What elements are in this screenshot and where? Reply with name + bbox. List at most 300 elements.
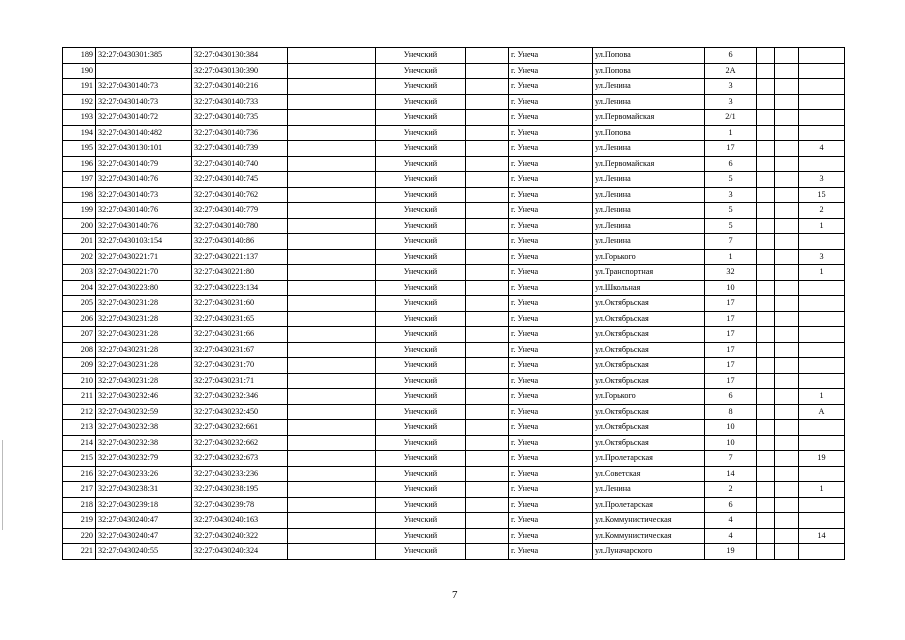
- table-row: [63, 63, 845, 79]
- cell-empty: [466, 327, 509, 343]
- cell-cadastral-land: 32:27:0430231:28: [96, 327, 192, 343]
- cell-empty: [757, 125, 775, 141]
- cell-apartment: [799, 513, 845, 529]
- cell-cadastral-land: 32:27:0430140:76: [96, 203, 192, 219]
- cell-empty: [288, 218, 376, 234]
- table-row: [63, 466, 845, 482]
- cell-apartment: [799, 373, 845, 389]
- cell-district: Унечский: [376, 296, 466, 312]
- cell-empty: [466, 218, 509, 234]
- cell-empty: [775, 125, 799, 141]
- cell-street: ул.Октябрьская: [593, 404, 705, 420]
- cell-district: Унечский: [376, 280, 466, 296]
- cell-empty: [775, 420, 799, 436]
- cell-street: ул.Октябрьская: [593, 342, 705, 358]
- cell-number: 214: [63, 435, 96, 451]
- table-body: [63, 48, 845, 560]
- cell-apartment: [799, 420, 845, 436]
- cell-number: 196: [63, 156, 96, 172]
- cell-town: г. Унеча: [509, 528, 593, 544]
- cell-empty: [775, 156, 799, 172]
- cell-number: 198: [63, 187, 96, 203]
- cell-apartment: [799, 110, 845, 126]
- cell-apartment: [799, 125, 845, 141]
- cell-number: 203: [63, 265, 96, 281]
- cell-empty: [757, 234, 775, 250]
- cell-empty: [775, 482, 799, 498]
- cell-empty: [466, 389, 509, 405]
- cell-cadastral-land: 32:27:0430233:26: [96, 466, 192, 482]
- cell-district: Унечский: [376, 187, 466, 203]
- cell-cadastral-building: 32:27:0430221:137: [192, 249, 288, 265]
- cell-empty: [775, 249, 799, 265]
- cell-apartment: [799, 311, 845, 327]
- cell-street: ул.Первомайская: [593, 110, 705, 126]
- table-row: [63, 544, 845, 560]
- cell-district: Унечский: [376, 451, 466, 467]
- scan-edge-mark: [2, 440, 3, 530]
- cell-empty: [288, 544, 376, 560]
- cell-empty: [466, 280, 509, 296]
- cell-town: г. Унеча: [509, 187, 593, 203]
- cell-town: г. Унеча: [509, 203, 593, 219]
- cell-town: г. Унеча: [509, 296, 593, 312]
- cell-town: г. Унеча: [509, 327, 593, 343]
- cell-street: ул.Ленина: [593, 187, 705, 203]
- cell-cadastral-land: 32:27:0430232:46: [96, 389, 192, 405]
- cell-empty: [466, 451, 509, 467]
- cell-empty: [757, 48, 775, 64]
- cell-number: 210: [63, 373, 96, 389]
- cell-cadastral-land: 32:27:0430232:38: [96, 420, 192, 436]
- cell-street: ул.Октябрьская: [593, 296, 705, 312]
- cell-empty: [757, 203, 775, 219]
- table-row: [63, 435, 845, 451]
- cell-number: 218: [63, 497, 96, 513]
- cell-number: 204: [63, 280, 96, 296]
- cell-town: г. Унеча: [509, 218, 593, 234]
- cell-number: 212: [63, 404, 96, 420]
- cell-house: 32: [705, 265, 757, 281]
- cell-cadastral-land: 32:27:0430140:76: [96, 172, 192, 188]
- cell-house: 2/1: [705, 110, 757, 126]
- cell-empty: [288, 125, 376, 141]
- cell-town: г. Унеча: [509, 482, 593, 498]
- table-row: [63, 203, 845, 219]
- cell-district: Унечский: [376, 48, 466, 64]
- cell-empty: [288, 528, 376, 544]
- cell-empty: [466, 249, 509, 265]
- cell-cadastral-building: 32:27:0430140:780: [192, 218, 288, 234]
- cell-town: г. Унеча: [509, 513, 593, 529]
- cell-apartment: 14: [799, 528, 845, 544]
- cell-empty: [288, 48, 376, 64]
- cell-apartment: 3: [799, 249, 845, 265]
- cell-street: ул.Попова: [593, 48, 705, 64]
- cell-district: Унечский: [376, 265, 466, 281]
- cell-street: ул.Октябрьская: [593, 358, 705, 374]
- cell-empty: [757, 482, 775, 498]
- cell-town: г. Унеча: [509, 172, 593, 188]
- cell-district: Унечский: [376, 389, 466, 405]
- cell-cadastral-land: 32:27:0430301:385: [96, 48, 192, 64]
- table-row: [63, 172, 845, 188]
- cell-empty: [775, 435, 799, 451]
- cell-cadastral-building: 32:27:0430130:390: [192, 63, 288, 79]
- cell-town: г. Унеча: [509, 373, 593, 389]
- table-row: [63, 156, 845, 172]
- cell-house: 7: [705, 451, 757, 467]
- cell-empty: [288, 63, 376, 79]
- cell-street: ул.Ленина: [593, 141, 705, 157]
- cell-street: ул.Советская: [593, 466, 705, 482]
- cell-district: Унечский: [376, 141, 466, 157]
- cell-empty: [466, 373, 509, 389]
- cell-empty: [288, 110, 376, 126]
- table-row: [63, 311, 845, 327]
- cell-empty: [466, 125, 509, 141]
- cell-cadastral-land: [96, 63, 192, 79]
- cell-empty: [466, 497, 509, 513]
- cell-street: ул.Пролетарская: [593, 497, 705, 513]
- cell-cadastral-building: 32:27:0430231:70: [192, 358, 288, 374]
- cell-number: 194: [63, 125, 96, 141]
- cell-street: ул.Первомайская: [593, 156, 705, 172]
- cell-cadastral-building: 32:27:0430140:735: [192, 110, 288, 126]
- cell-number: 219: [63, 513, 96, 529]
- cell-empty: [757, 311, 775, 327]
- cell-empty: [757, 435, 775, 451]
- cell-number: 206: [63, 311, 96, 327]
- table-row: [63, 265, 845, 281]
- cell-cadastral-building: 32:27:0430140:86: [192, 234, 288, 250]
- cell-cadastral-building: 32:27:0430140:745: [192, 172, 288, 188]
- cell-apartment: 4: [799, 141, 845, 157]
- cell-empty: [775, 265, 799, 281]
- cell-number: 209: [63, 358, 96, 374]
- cell-empty: [757, 156, 775, 172]
- cell-cadastral-building: 32:27:0430232:450: [192, 404, 288, 420]
- cell-empty: [757, 404, 775, 420]
- cell-empty: [466, 466, 509, 482]
- cell-cadastral-land: 32:27:0430140:482: [96, 125, 192, 141]
- cell-cadastral-building: 32:27:0430140:216: [192, 79, 288, 95]
- cell-district: Унечский: [376, 482, 466, 498]
- cell-district: Унечский: [376, 420, 466, 436]
- cell-empty: [775, 94, 799, 110]
- cell-street: ул.Ленина: [593, 172, 705, 188]
- table-row: [63, 110, 845, 126]
- cell-empty: [775, 544, 799, 560]
- cell-empty: [288, 451, 376, 467]
- cell-street: ул.Луначарского: [593, 544, 705, 560]
- cell-number: 195: [63, 141, 96, 157]
- cell-town: г. Унеча: [509, 79, 593, 95]
- cell-empty: [466, 48, 509, 64]
- cell-number: 199: [63, 203, 96, 219]
- cell-street: ул.Попова: [593, 125, 705, 141]
- cell-district: Унечский: [376, 172, 466, 188]
- cell-empty: [775, 280, 799, 296]
- cell-empty: [466, 265, 509, 281]
- cell-empty: [775, 79, 799, 95]
- cell-empty: [775, 141, 799, 157]
- cell-town: г. Унеча: [509, 249, 593, 265]
- cell-street: ул.Коммунистическая: [593, 513, 705, 529]
- cell-number: 216: [63, 466, 96, 482]
- cell-street: ул.Школьная: [593, 280, 705, 296]
- cell-house: 14: [705, 466, 757, 482]
- cell-number: 211: [63, 389, 96, 405]
- cell-cadastral-building: 32:27:0430240:324: [192, 544, 288, 560]
- cell-apartment: А: [799, 404, 845, 420]
- cell-cadastral-building: 32:27:0430232:673: [192, 451, 288, 467]
- cell-empty: [288, 265, 376, 281]
- cell-empty: [466, 420, 509, 436]
- cell-house: 19: [705, 544, 757, 560]
- cell-empty: [775, 404, 799, 420]
- cell-district: Унечский: [376, 94, 466, 110]
- cell-cadastral-land: 32:27:0430240:47: [96, 528, 192, 544]
- cell-house: 17: [705, 296, 757, 312]
- cell-district: Унечский: [376, 218, 466, 234]
- cell-empty: [757, 528, 775, 544]
- table-row: [63, 327, 845, 343]
- cell-house: 17: [705, 327, 757, 343]
- cell-apartment: [799, 63, 845, 79]
- cell-empty: [775, 63, 799, 79]
- cell-empty: [466, 110, 509, 126]
- cell-cadastral-building: 32:27:0430231:71: [192, 373, 288, 389]
- cell-empty: [288, 482, 376, 498]
- cell-cadastral-land: 32:27:0430231:28: [96, 342, 192, 358]
- table-row: [63, 342, 845, 358]
- table-row: [63, 389, 845, 405]
- cell-street: ул.Горького: [593, 389, 705, 405]
- cell-empty: [288, 249, 376, 265]
- cell-cadastral-building: 32:27:0430232:661: [192, 420, 288, 436]
- cell-town: г. Унеча: [509, 234, 593, 250]
- cell-apartment: [799, 466, 845, 482]
- cell-number: 197: [63, 172, 96, 188]
- table-row: [63, 358, 845, 374]
- cell-apartment: [799, 327, 845, 343]
- cell-cadastral-building: 32:27:0430140:740: [192, 156, 288, 172]
- cell-town: г. Унеча: [509, 48, 593, 64]
- cell-cadastral-land: 32:27:0430240:55: [96, 544, 192, 560]
- cell-empty: [466, 311, 509, 327]
- cell-empty: [757, 513, 775, 529]
- cell-town: г. Унеча: [509, 451, 593, 467]
- cell-empty: [288, 373, 376, 389]
- cell-house: 10: [705, 420, 757, 436]
- cell-district: Унечский: [376, 79, 466, 95]
- cell-cadastral-building: 32:27:0430240:322: [192, 528, 288, 544]
- table-row: [63, 187, 845, 203]
- cell-apartment: [799, 296, 845, 312]
- cell-cadastral-land: 32:27:0430240:47: [96, 513, 192, 529]
- cell-house: 3: [705, 94, 757, 110]
- cell-empty: [775, 358, 799, 374]
- cell-house: 3: [705, 79, 757, 95]
- cell-apartment: [799, 497, 845, 513]
- cell-cadastral-land: 32:27:0430140:76: [96, 218, 192, 234]
- cell-district: Унечский: [376, 513, 466, 529]
- cell-district: Унечский: [376, 466, 466, 482]
- cell-apartment: [799, 156, 845, 172]
- cell-town: г. Унеча: [509, 311, 593, 327]
- cell-town: г. Унеча: [509, 404, 593, 420]
- cell-district: Унечский: [376, 249, 466, 265]
- cell-town: г. Унеча: [509, 497, 593, 513]
- table-row: [63, 404, 845, 420]
- cell-cadastral-building: 32:27:0430239:78: [192, 497, 288, 513]
- cell-empty: [757, 296, 775, 312]
- cell-empty: [466, 342, 509, 358]
- cell-empty: [466, 404, 509, 420]
- table-row: [63, 420, 845, 436]
- cell-cadastral-building: 32:27:0430130:384: [192, 48, 288, 64]
- cell-house: 17: [705, 373, 757, 389]
- cell-town: г. Унеча: [509, 358, 593, 374]
- cell-number: 191: [63, 79, 96, 95]
- cell-house: 5: [705, 218, 757, 234]
- cell-empty: [288, 79, 376, 95]
- cell-district: Унечский: [376, 203, 466, 219]
- cell-empty: [757, 544, 775, 560]
- cell-house: 17: [705, 342, 757, 358]
- cell-empty: [775, 172, 799, 188]
- cell-house: 4: [705, 513, 757, 529]
- cell-house: 2: [705, 482, 757, 498]
- cell-empty: [757, 187, 775, 203]
- cell-house: 10: [705, 435, 757, 451]
- cell-empty: [288, 497, 376, 513]
- cell-town: г. Унеча: [509, 544, 593, 560]
- cell-empty: [775, 497, 799, 513]
- cell-cadastral-land: 32:27:0430140:73: [96, 79, 192, 95]
- cell-town: г. Унеча: [509, 420, 593, 436]
- page-number: 7: [452, 589, 458, 601]
- cell-number: 217: [63, 482, 96, 498]
- cell-cadastral-building: 32:27:0430140:736: [192, 125, 288, 141]
- cell-number: 201: [63, 234, 96, 250]
- cell-cadastral-land: 32:27:0430103:154: [96, 234, 192, 250]
- cell-number: 200: [63, 218, 96, 234]
- cell-house: 8: [705, 404, 757, 420]
- cell-empty: [466, 79, 509, 95]
- cell-empty: [288, 187, 376, 203]
- cell-empty: [775, 451, 799, 467]
- cell-empty: [775, 234, 799, 250]
- cell-empty: [466, 513, 509, 529]
- cell-number: 192: [63, 94, 96, 110]
- cell-empty: [466, 187, 509, 203]
- cell-number: 215: [63, 451, 96, 467]
- cell-street: ул.Пролетарская: [593, 451, 705, 467]
- cell-empty: [775, 218, 799, 234]
- table-row: [63, 296, 845, 312]
- cell-cadastral-building: 32:27:0430231:67: [192, 342, 288, 358]
- cell-empty: [288, 280, 376, 296]
- cell-number: 190: [63, 63, 96, 79]
- cell-house: 3: [705, 187, 757, 203]
- cell-empty: [288, 327, 376, 343]
- cell-empty: [466, 94, 509, 110]
- cell-empty: [288, 404, 376, 420]
- cell-district: Унечский: [376, 125, 466, 141]
- cell-empty: [757, 110, 775, 126]
- cell-cadastral-building: 32:27:0430140:733: [192, 94, 288, 110]
- cell-apartment: [799, 79, 845, 95]
- table-row: [63, 482, 845, 498]
- cell-town: г. Унеча: [509, 63, 593, 79]
- cell-town: г. Унеча: [509, 466, 593, 482]
- cell-cadastral-building: 32:27:0430231:60: [192, 296, 288, 312]
- table-row: [63, 141, 845, 157]
- cell-apartment: 1: [799, 265, 845, 281]
- table-row: [63, 218, 845, 234]
- cell-number: 189: [63, 48, 96, 64]
- cell-cadastral-land: 32:27:0430231:28: [96, 311, 192, 327]
- cell-cadastral-land: 32:27:0430140:73: [96, 187, 192, 203]
- cell-empty: [288, 389, 376, 405]
- cell-number: 205: [63, 296, 96, 312]
- cell-empty: [466, 156, 509, 172]
- cell-apartment: [799, 342, 845, 358]
- cell-empty: [466, 296, 509, 312]
- cell-empty: [466, 435, 509, 451]
- cell-empty: [757, 451, 775, 467]
- cell-apartment: 1: [799, 482, 845, 498]
- cell-empty: [757, 389, 775, 405]
- cell-empty: [288, 435, 376, 451]
- cell-empty: [775, 528, 799, 544]
- cell-number: 220: [63, 528, 96, 544]
- cell-empty: [775, 296, 799, 312]
- cell-empty: [466, 528, 509, 544]
- table-row: [63, 513, 845, 529]
- cell-apartment: [799, 358, 845, 374]
- cell-town: г. Унеча: [509, 265, 593, 281]
- cell-apartment: [799, 234, 845, 250]
- cell-district: Унечский: [376, 435, 466, 451]
- cell-cadastral-land: 32:27:0430140:73: [96, 94, 192, 110]
- cell-town: г. Унеча: [509, 280, 593, 296]
- cell-empty: [288, 156, 376, 172]
- cell-house: 6: [705, 156, 757, 172]
- cell-cadastral-building: 32:27:0430233:236: [192, 466, 288, 482]
- cell-cadastral-land: 32:27:0430223:80: [96, 280, 192, 296]
- cell-empty: [757, 466, 775, 482]
- cell-apartment: 3: [799, 172, 845, 188]
- cell-house: 5: [705, 172, 757, 188]
- cell-town: г. Унеча: [509, 125, 593, 141]
- cell-district: Унечский: [376, 63, 466, 79]
- cell-empty: [775, 373, 799, 389]
- table-row: [63, 48, 845, 64]
- cell-cadastral-building: 32:27:0430238:195: [192, 482, 288, 498]
- cell-empty: [288, 234, 376, 250]
- cell-empty: [288, 342, 376, 358]
- cell-empty: [288, 358, 376, 374]
- cell-empty: [288, 172, 376, 188]
- cell-cadastral-land: 32:27:0430140:72: [96, 110, 192, 126]
- cell-empty: [466, 63, 509, 79]
- cell-empty: [757, 172, 775, 188]
- cell-cadastral-building: 32:27:0430140:762: [192, 187, 288, 203]
- cell-apartment: 2: [799, 203, 845, 219]
